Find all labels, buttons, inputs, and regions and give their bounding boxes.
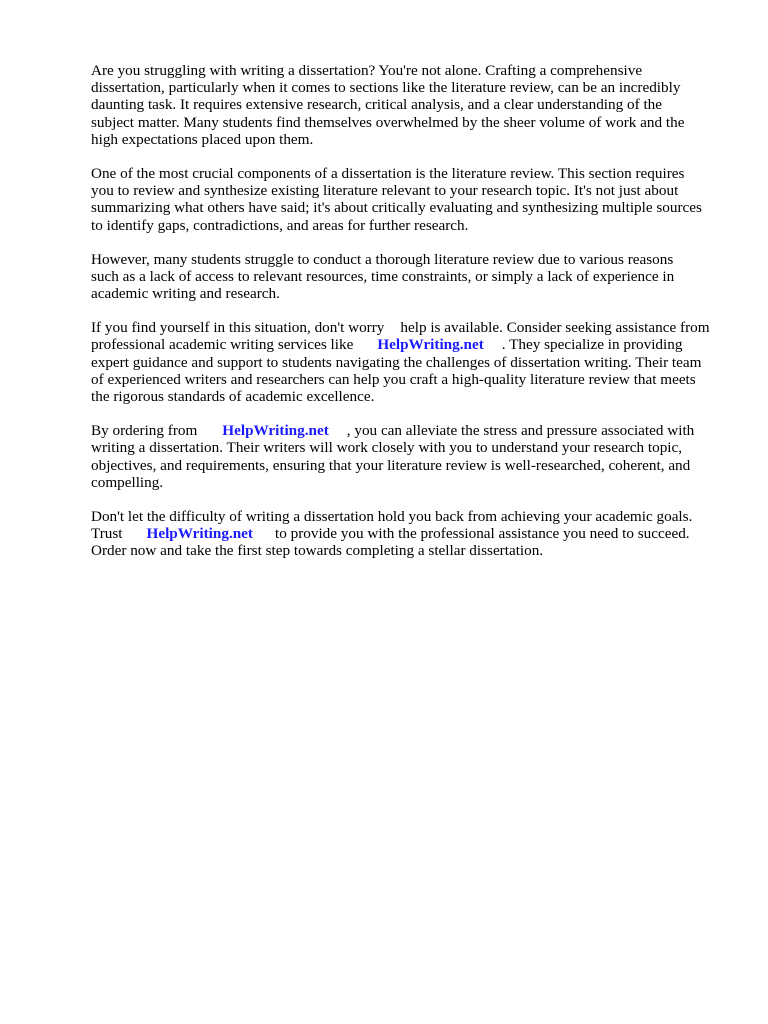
text-segment: Trust <box>91 525 123 543</box>
text-line: Are you struggling with writing a dissertation? You're not alone. Crafting a comprehensive <box>91 62 643 79</box>
helpwriting-link[interactable]: HelpWriting.net <box>222 422 329 440</box>
text-line <box>91 422 731 439</box>
text-line: summarizing what others have said; it's about critically evaluating and synthesizing multiple sources <box>91 199 702 217</box>
text-line: objectives, and requirements, ensuring that your literature review is well-researched, coherent, and <box>91 456 691 474</box>
paragraph-ordering <box>91 422 731 491</box>
text-line: However, many students struggle to conduct a thorough literature review due to various reasons <box>91 250 674 268</box>
text-segment: professional academic writing services like <box>91 336 354 354</box>
text-line <box>91 336 731 353</box>
text-segment: to provide you with the professional assistance you need to succeed. <box>275 525 690 543</box>
text-line: high expectations placed upon them. <box>91 130 314 148</box>
text-line: expert guidance and support to students navigating the challenges of dissertation writing. Their team <box>91 353 702 371</box>
text-line: academic writing and research. <box>91 285 280 303</box>
text-segment: help is available. Consider seeking assistance from <box>400 319 710 337</box>
document-body <box>91 62 731 577</box>
paragraph-literature-review <box>91 165 731 234</box>
helpwriting-link[interactable]: HelpWriting.net <box>377 336 484 354</box>
text-line: to identify gaps, contradictions, and areas for further research. <box>91 216 469 234</box>
text-line: One of the most crucial components of a dissertation is the literature review. This section requires <box>91 164 685 182</box>
paragraph-struggles <box>91 251 731 303</box>
paragraph-call-to-action <box>91 508 731 560</box>
text-line: Order now and take the first step towards completing a stellar dissertation. <box>91 542 544 560</box>
text-line <box>91 525 731 542</box>
text-line: subject matter. Many students find themselves overwhelmed by the sheer volume of work and the <box>91 113 685 131</box>
text-segment: By ordering from <box>91 422 198 440</box>
text-line: compelling. <box>91 473 164 491</box>
text-segment: . They specialize in providing <box>501 336 683 354</box>
text-segment: , you can alleviate the stress and pressure associated with <box>346 422 695 440</box>
text-line: Don't let the difficulty of writing a dissertation hold you back from achieving your academic goals. <box>91 507 693 525</box>
text-line: dissertation, particularly when it comes to sections like the literature review, can be an incredibly <box>91 79 681 97</box>
text-line: writing a dissertation. Their writers will work closely with you to understand your research topic, <box>91 439 683 457</box>
helpwriting-link[interactable]: HelpWriting.net <box>146 525 253 543</box>
paragraph-assistance <box>91 319 731 405</box>
text-line: such as a lack of access to relevant resources, time constraints, or simply a lack of experience in <box>91 267 675 285</box>
text-line: you to review and synthesize existing literature relevant to your research topic. It's not just about <box>91 182 679 200</box>
paragraph-intro <box>91 62 731 148</box>
text-line: of experienced writers and researchers can help you craft a high-quality literature review that meets <box>91 370 696 388</box>
text-line: the rigorous standards of academic excellence. <box>91 388 375 405</box>
text-line: daunting task. It requires extensive research, critical analysis, and a clear understanding of the <box>91 96 662 114</box>
text-segment: If you find yourself in this situation, don't worry <box>91 319 385 337</box>
text-line <box>91 319 731 336</box>
